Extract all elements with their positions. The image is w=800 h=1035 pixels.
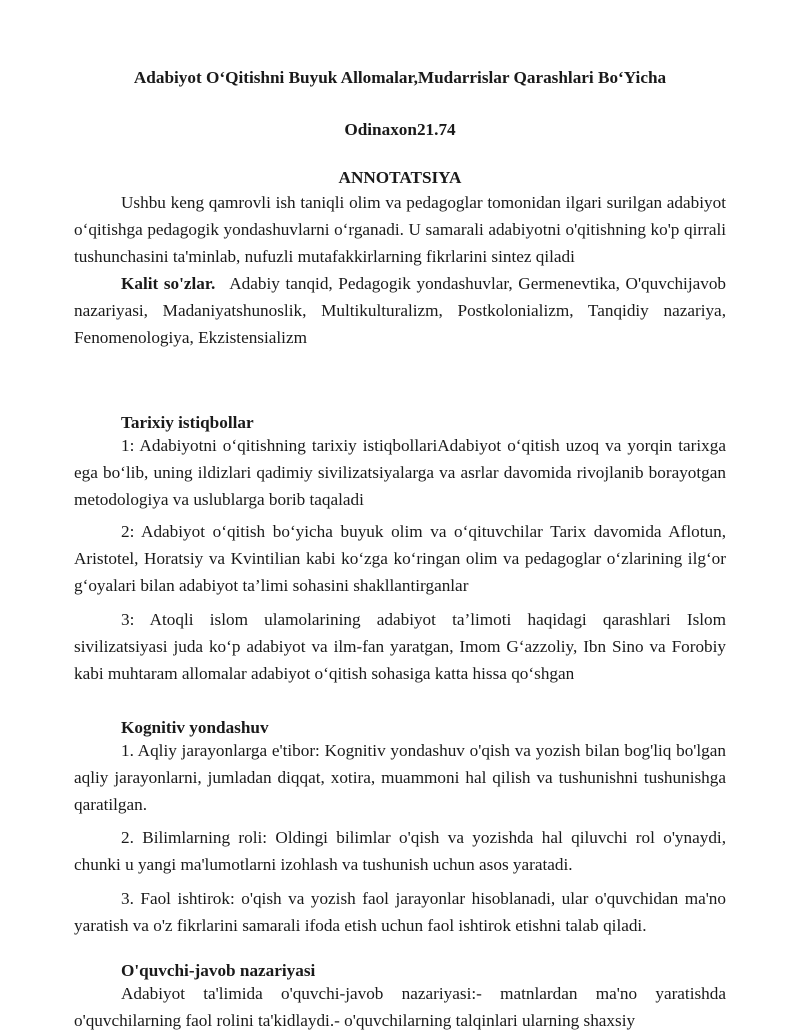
keywords-text: Adabiy tanqid, Pedagogik yondashuvlar, Germenevtika, O'quvchijavob nazariyasi, Madaniyatshunoslik, Multikulturalizm, Postkolonializm, Tanqidiy nazariya, Fenomenologiya, Ekzistensializm (74, 274, 727, 347)
section-heading-cognitive: Kognitiv yondashuv (121, 718, 269, 737)
paragraph: 1: Adabiyotni o‘qitishning tarixiy istiqbollariAdabiyot o‘qitish uzoq va yorqin tarixga ega bo‘lib, uning ildizlari qadimiy sivilizatsiyalarga va asrlar davomida rivojlanib borayotgan metodologiya va uslublarga borib taqaladi (74, 436, 726, 509)
annotation-block (74, 189, 726, 351)
document-title: Adabiyot O‘Qitishni Buyuk Allomalar,Mudarrislar Qarashlari Bo‘Yicha (133, 68, 667, 87)
paragraph: 2. Bilimlarning roli: Oldingi bilimlar o'qish va yozishda hal qiluvchi rol o'ynaydi, chunki u yangi ma'lumotlarni izohlash va tushunish uchun asos yaratadi. (74, 828, 726, 874)
paragraph: 3: Atoqli islom ulamolarining adabiyot ta’limoti haqidagi qarashlari Islom sivilizatsiyasi juda ko‘p adabiyot va ilm-fan yaratgan, Imom G‘azzoliy, Ibn Sino va Forobiy kabi muhtaram allomalar adabiyot o‘qitish sohasiga katta hissa qo‘shgan (74, 610, 726, 683)
paragraph: 2: Adabiyot o‘qitish bo‘yicha buyuk olim va o‘qituvchilar Tarix davomida Aflotun, Aristotel, Horatsiy va Kvintilian kabi ko‘zga ko‘ringan olim va pedagoglar o‘zlarining ilg‘or g‘oyalari bilan adabiyot ta’limi sohasini shakllantirganlar (74, 522, 726, 595)
section-cognitive-para-3 (74, 885, 726, 939)
section-cognitive-para-1 (74, 737, 726, 818)
keywords-label: Kalit so'zlar. (121, 274, 216, 293)
paragraph: 3. Faol ishtirok: o'qish va yozish faol jarayonlar hisoblanadi, ular o'quvchidan ma'no yaratish va o'z fikrlarini samarali ifoda etish uchun faol ishtirok etishni talab qiladi. (74, 889, 726, 935)
paragraph: Adabiyot ta'limida o'quvchi-javob nazariyasi:- matnlardan ma'no yaratishda o'quvchilarning faol rolini ta'kidlaydi.- o'quvchilarning talqinlari ularning shaxsiy (74, 984, 726, 1030)
section-reader-response-para-1 (74, 980, 726, 1034)
section-cognitive-para-2 (74, 824, 726, 878)
keywords-paragraph (74, 270, 726, 351)
section-history-para-1 (74, 432, 726, 513)
document-author: Odinaxon21.74 (344, 120, 456, 139)
paragraph: 1. Aqliy jarayonlarga e'tibor: Kognitiv yondashuv o'qish va yozish bilan bog'liq bo'lgan aqliy jarayonlarni, jumladan diqqat, xotira, muammoni hal qilish va tushunishni tushunishga qaratilgan. (74, 741, 726, 814)
section-heading-history: Tarixiy istiqbollar (121, 413, 254, 432)
section-history-para-2 (74, 518, 726, 599)
section-history-para-3 (74, 606, 726, 687)
section-heading-reader-response: O'quvchi-javob nazariyasi (121, 961, 316, 980)
annotation-paragraph: Ushbu keng qamrovli ish taniqli olim va pedagoglar tomonidan ilgari surilgan adabiyot o‘qitishga pedagogik yondashuvlarni o‘rganadi. U samarali adabiyotni o'qitishning ko'p qirrali tushunchasini ta'minlab, nufuzli mutafakkirlarning fikrlarini sintez qiladi (74, 193, 726, 266)
annotation-heading: ANNOTATSIYA (338, 168, 462, 187)
